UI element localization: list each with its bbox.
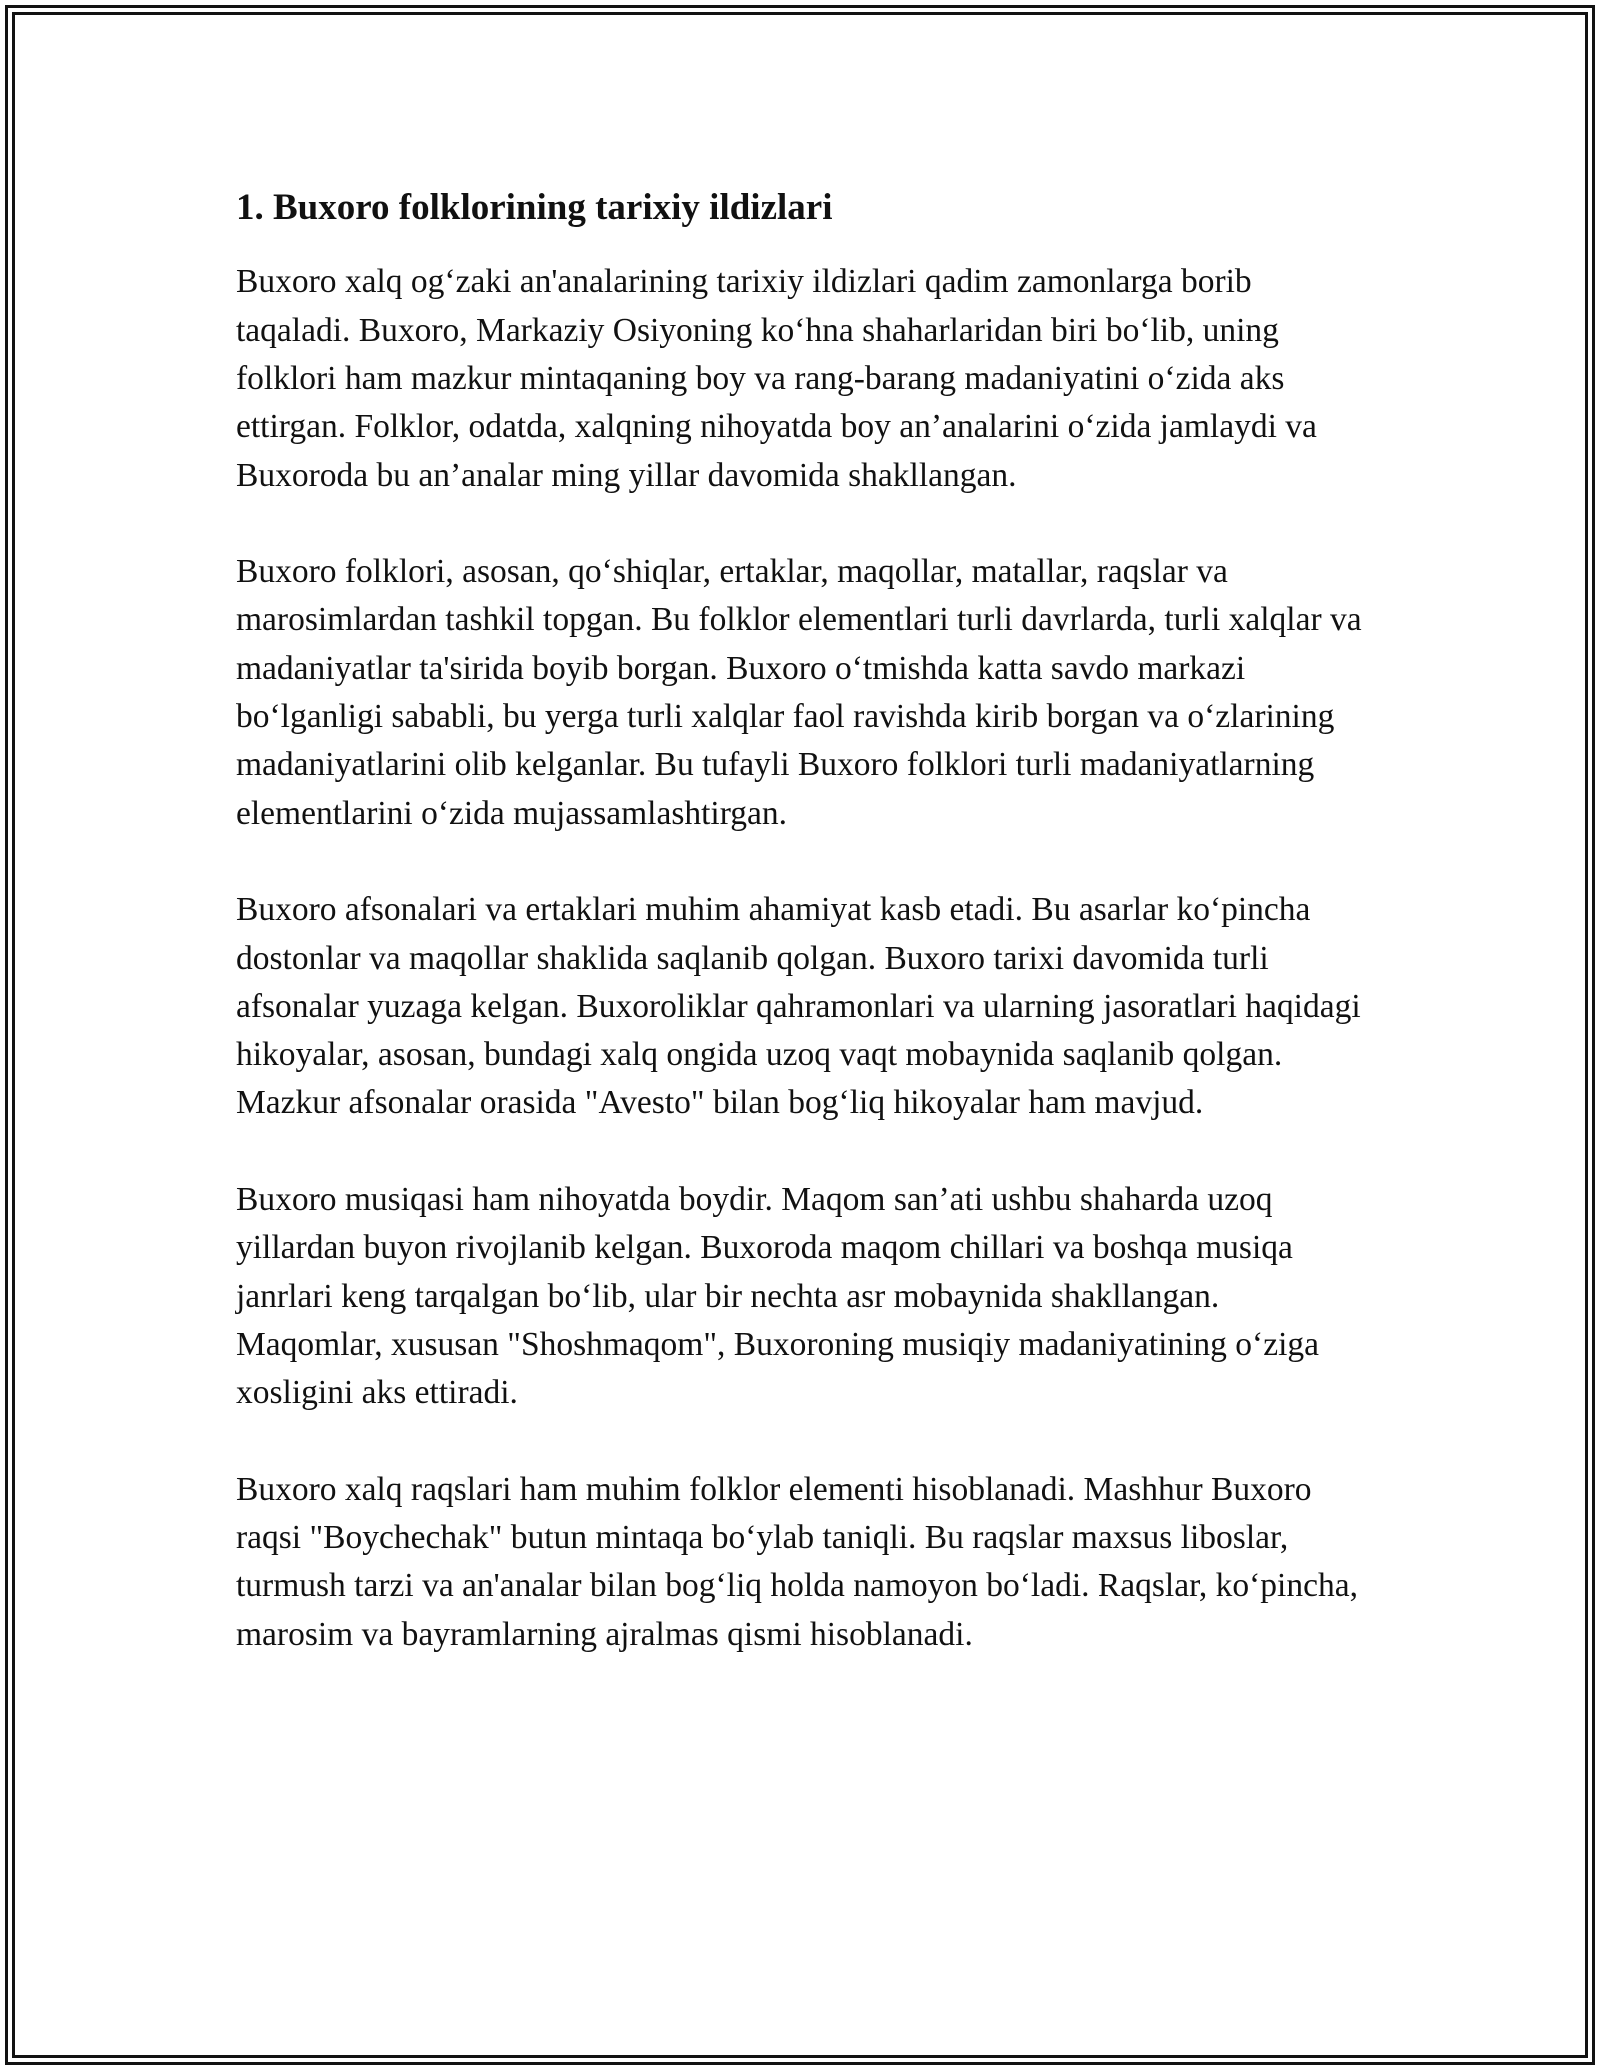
- paragraph-music: Buxoro musiqasi ham nihoyatda boydir. Maqom san’ati ushbu shaharda uzoq yillardan buyon rivojlanib kelgan. Buxoroda maqom chillari va boshqa musiqa janrlari keng tarqalgan bo‘lib, ular bir nechta asr mobaynida shakllangan. Maqomlar, xususan "Shoshmaqom", Buxoroning musiqiy madaniyatining o‘ziga xosligini aks ettiradi.: [236, 1181, 1320, 1412]
- paragraph-legends-tales: Buxoro afsonalari va ertaklari muhim ahamiyat kasb etadi. Bu asarlar ko‘pincha dostonlar va maqollar shaklida saqlanib qolgan. Buxoro tarixi davomida turli afsonalar yuzaga kelgan. Buxoroliklar qahramonlari va ularning jasoratlari haqidagi hikoyalar, asosan, bundagi xalq ongida uzoq vaqt mobaynida saqlanib qolgan. Mazkur afsonalar orasida "Avesto" bilan bog‘liq hikoyalar ham mavjud.: [236, 891, 1361, 1122]
- paragraph-dances: Buxoro xalq raqslari ham muhim folklor elementi hisoblanadi. Mashhur Buxoro raqsi "Boychechak" butun mintaqa bo‘ylab taniqli. Bu raqslar maxsus liboslar, turmush tarzi va an'analar bilan bog‘liq holda namoyon bo‘ladi. Raqslar, ko‘pincha, marosim va bayramlarning ajralmas qismi hisoblanadi.: [236, 1470, 1358, 1653]
- section-heading: 1. Buxoro folklorining tarixiy ildizlari: [236, 187, 833, 228]
- paragraph-folklore-composition: Buxoro folklori, asosan, qo‘shiqlar, ertaklar, maqollar, matallar, raqslar va marosimlardan tashkil topgan. Bu folklor elementlari turli davrlarda, turli xalqlar va madaniyatlar ta'sirida boyib borgan. Buxoro o‘tmishda katta savdo markazi bo‘lganligi sababli, bu yerga turli xalqlar faol ravishda kirib borgan va o‘zlarining madaniyatlarini olib kelganlar. Bu tufayli Buxoro folklori turli madaniyatlarning elementlarini o‘zida mujassamlashtirgan.: [236, 553, 1362, 832]
- document-body: [236, 186, 1364, 1707]
- paragraph-historical-roots: Buxoro xalq og‘zaki an'analarining tarixiy ildizlari qadim zamonlarga borib taqaladi. Buxoro, Markaziy Osiyoning ko‘hna shaharlaridan biri bo‘lib, uning folklori ham mazkur mintaqaning boy va rang-barang madaniyatini o‘zida aks ettirgan. Folklor, odatda, xalqning nihoyatda boy an’analarini o‘zida jamlaydi va Buxoroda bu an’analar ming yillar davomida shakllangan.: [236, 263, 1317, 494]
